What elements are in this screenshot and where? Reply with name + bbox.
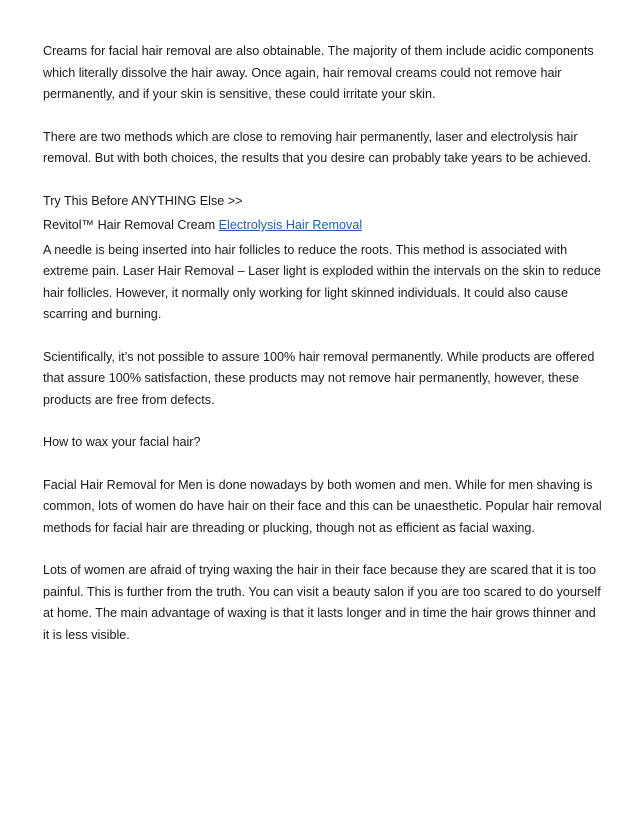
document-body [43,41,603,646]
paragraph-needle: A needle is being inserted into hair follicles to reduce the roots. This method is associated with extreme pain. Laser Hair Removal – Laser light is exploded within the intervals on the skin to reduce hair follicles. However, it normally only working for light skinned individuals. It could also cause scarring and burning. [43,242,601,321]
paragraph-scientifically: Scientifically, it’s not possible to assure 100% hair removal permanently. While products are offered that assure 100% satisfaction, these products may not remove hair permanently, however, these products are free from defects. [43,349,595,407]
paragraph-permanent-methods: There are two methods which are close to removing hair permanently, laser and electrolysis hair removal. But with both choices, the results that you desire can probably take years to be achieved. [43,129,592,165]
revitol-text: Revitol™ Hair Removal Cream [43,218,219,232]
paragraph-men: Facial Hair Removal for Men is done nowadays by both women and men. While for men shaving is common, lots of women do have hair on their face and this can be unaesthetic. Popular hair removal methods for facial hair are threading or plucking, though not as efficient as facial waxing. [43,477,602,535]
paragraph-wax-question: How to wax your facial hair? [43,435,201,449]
paragraph-creams: Creams for facial hair removal are also obtainable. The majority of them include acidic components which literally dissolve the hair away. Once again, hair removal creams could not remove hair permanently, and if your skin is sensitive, these could irritate your skin. [43,44,594,101]
paragraph-women: Lots of women are afraid of trying waxing the hair in their face because they are scared that it is too painful. This is further from the truth. You can visit a beauty salon if you are too scared to do yourself at home. The main advantage of waxing is that it lasts longer and in time the hair grows thinner and it is less visible. [43,563,601,642]
paragraph-revitol [43,215,603,237]
paragraph-try-this: Try This Before ANYTHING Else >> [43,193,243,208]
electrolysis-link[interactable]: Electrolysis Hair Removal [218,218,363,232]
